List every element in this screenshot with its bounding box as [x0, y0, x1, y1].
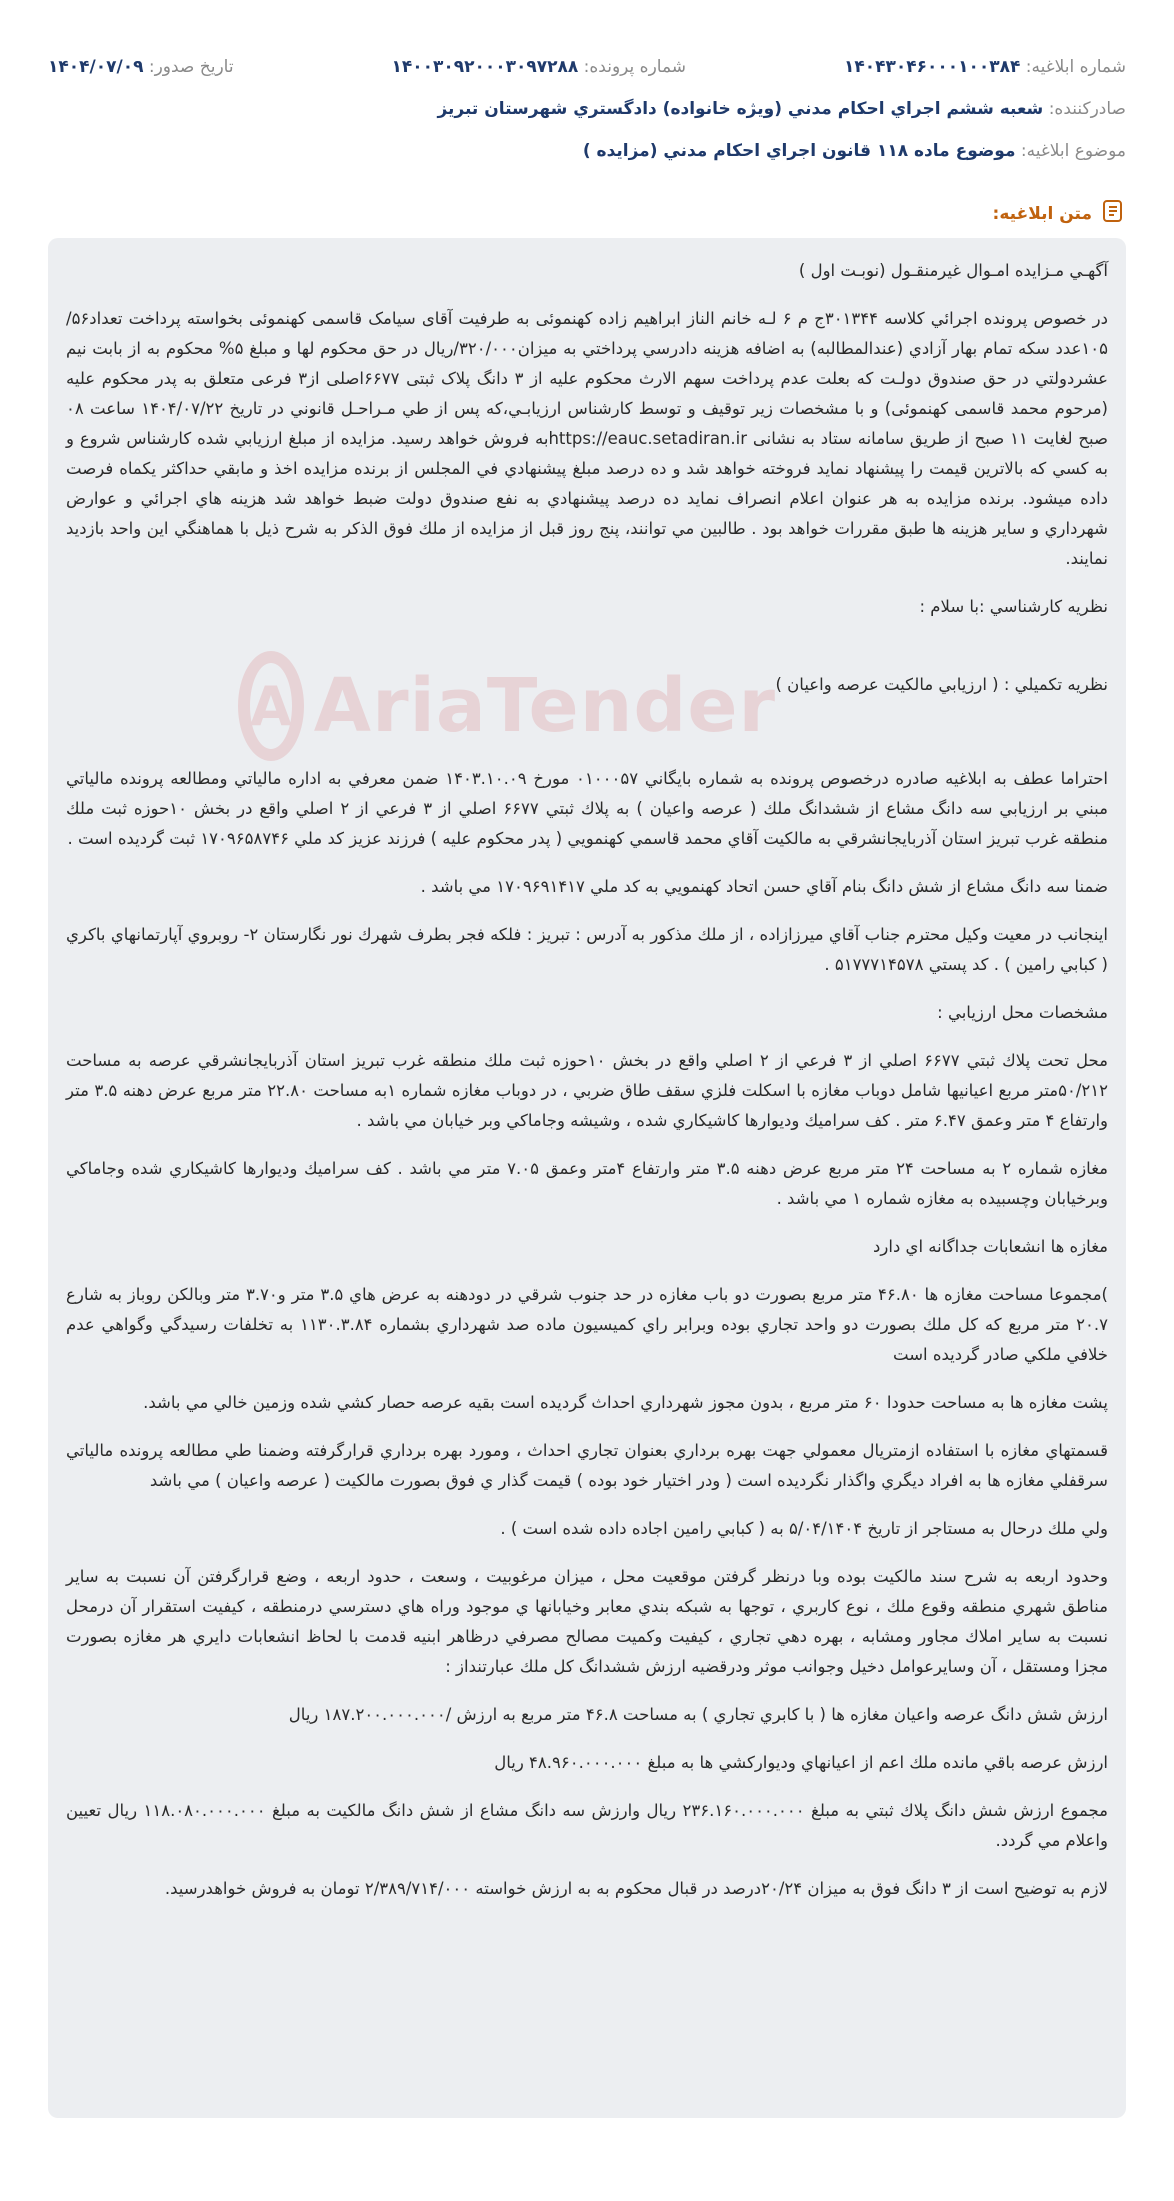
notice-content	[48, 238, 1126, 2118]
subject-value: موضوع ماده ۱۱۸ قانون اجراي احكام مدني (مزايده )	[582, 141, 1016, 161]
subject-row	[48, 138, 1126, 164]
shop-1-paragraph: محل تحت پلاك ثبتي ۶۶۷۷ اصلي از ۳ فرعي از ۲ اصلي واقع در بخش ۱۰حوزه ثبت ملك منطقه غرب تبريز استان آذربايجانشرقي عرصه به مساحت ۵۰/۲۱۲متر مربع اعيانيها شامل دوباب مغازه با اسكلت فلزي سقف طاق ضربي ، در دوباب مغازه شماره ۱به مساحت ۲۲.۸۰ متر مربع عرض دهنه ۳.۵ متر وارتفاع ۴ متر وعمق ۶.۴۷ متر . كف سراميك وديوارها كاشيكاري شده ، وشيشه وجاماكي وبر خيابان مي باشد .	[66, 1051, 1109, 1130]
shop-2-paragraph: مغازه شماره ۲ به مساحت ۲۴ متر مربع عرض دهنه ۳.۵ متر وارتفاع ۴متر وعمق ۷.۰۵ متر مي باشد . كف سراميك وديوارها كاشيكاري شده وجاماكي وبرخيابان وچسبيده به مغازه شماره ۱ مي باشد .	[66, 1159, 1108, 1208]
shops-value-paragraph: ارزش شش دانگ عرصه واعيان مغازه ها ( با كابري تجاري ) به مساحت ۴۶.۸ متر مربع به ارزش /۱۸۷.۲۰۰.۰۰۰.۰۰۰ ريال	[288, 1705, 1108, 1724]
valuation-factors-paragraph: وحدود اربعه به شرح سند مالكيت بوده وبا درنظر گرفتن موقعيت محل ، ميزان مرغوبيت ، وسعت ، حدود اربعه ، وضع قرارگرفتن آن نسبت به ساير مناطق شهري منطقه وقوع ملك ، نوع كاربري ، توجها به شبكه بندي معابر وخيابانها ي موجود وراه هاي دسترسي درمنطقه ، كيفيت استقرار آن درمحل نسبت به ساير املاك مجاور ومشابه ، بهره دهي تجاري ، كيفيت وكميت مصالح مصرفي درظاهر ابنيه قدمت با لحاظ انشعابات دايري هر مغازه بصورت مجزا ومستقل ، آن وسايرعوامل دخيل وجوانب موثر ودرقضيه ارزش ششدانگ كل ملك عبارتنداز :	[66, 1567, 1108, 1676]
usage-paragraph: قسمتهاي مغازه با استفاده ازمتريال معمولي جهت بهره برداري بعنوان تجاري احداث ، ومورد بهره برداري قرارگرفته وضمنا طي مطالعه پرونده مالياتي سرقفلي مغازه ها به افراد ديگري واگذار نگرديده است ( ودر اختيار خود بوده ) قيمت گذار ي فوق بصورت مالكيت ( عرصه واعيان ) مي باشد	[66, 1441, 1108, 1490]
issue-date-value: ۱۴۰۴/۰۷/۰۹	[48, 57, 144, 77]
remaining-land-value-paragraph: ارزش عرصه باقي مانده ملك اعم از اعيانهاي وديواركشي ها به مبلغ ۴۸.۹۶۰.۰۰۰.۰۰۰ ريال	[494, 1753, 1108, 1772]
utilities-paragraph: مغازه ها انشعابات جداگانه اي دارد	[873, 1237, 1108, 1256]
watermark-text: AriaTender	[313, 663, 777, 749]
reference-paragraph: احتراما عطف به ابلاغيه صادره درخصوص پرونده به شماره بايگاني ۰۱۰۰۰۵۷ مورخ ۱۴۰۳.۱۰.۰۹ ضمن معرفي به اداره مالياتي ومطالعه پرونده مالياتي مبني بر ارزيابي سه دانگ مشاع از ششدانگ ملك ( عرصه واعيان ) به پلاك ثبتي ۶۶۷۷ اصلي از ۳ فرعي از ۲ اصلي واقع در بخش ۱۰حوزه ثبت ملك منطقه غرب تبريز استان آذربايجانشرقي به مالكيت آقاي محمد قاسمي كهنمويي ( پدر محكوم عليه ) فرزند عزيز كد ملي ۱۷۰۹۶۵۸۷۴۶ ثبت گرديده است .	[66, 769, 1108, 848]
lease-paragraph: ولي ملك درحال به مستاجر از تاريخ ۵/۰۴/۱۴۰۴ به ( كبابي رامين اجاده داده شده است ) .	[500, 1519, 1108, 1538]
issuer-row	[48, 96, 1126, 122]
case-number-value: ۱۴۰۰۳۰۹۲۰۰۰۳۰۹۷۲۸۸	[391, 57, 579, 77]
address-paragraph: اينجانب در معيت وكيل محترم جناب آقاي ميرزازاده ، از ملك مذكور به آدرس : تبريز : فلكه فجر بطرف شهرك نور نگارستان ۲- روبروي آپارتمانهاي باكري ( كبابي رامين ) . كد پستي ۵۱۷۷۷۱۴۵۷۸ .	[66, 925, 1108, 974]
issue-date-label: تاریخ صدور:	[148, 57, 234, 77]
auction-intro-paragraph: در خصوص پرونده اجرائي كلاسه ۳۰۱۳۴۴ج م ۶ لـه خانم الناز ابراهیم زاده کهنموئی به طرفيت آقای سیامک قاسمی کهنموئی بخواسته پرداخت تعداد۵۶/ ۱۰۵عدد سکه تمام بهار آزادي (عندالمطالبه) به اضافه هزينه دادرسي پرداختي به ميزان۳۲۰/۰۰۰/ريال در حق محكوم لها و مبلغ ۵% محكوم به از بابت نيم عشردولتي در حق صندوق دولـت که بعلت عدم پرداخت سهم الارث محکوم علیه از ۳ دانگ پلاک ثبتی ۶۶۷۷اصلی از۳ فرعی متعلق به پدر محکوم علیه (مرحوم محمد قاسمی کهنموئی) و با مشخصات زير توقيف و توسط كارشناس ارزيابـي،كه پس از طي مـراحـل قانوني در تاريخ ۱۴۰۴/۰۷/۲۲ ساعت ۰۸ صبح لغایت ۱۱ صبح از طریق سامانه ستاد به نشانی https://eauc.setadiran.irبه فروش خواهد رسيد. مزايده از مبلغ ارزيابي شده كارشناس شروع و به كسي كه بالاترين قيمت را پيشنهاد نمايد فروخته خواهد شد و ده درصد مبلغ پيشنهادي في المجلس از برنده مزايده اخذ و مابقي حداكثر يكماه فرصت داده ميشود. برنده مزايده به هر عنوان اعلام انصراف نمايد ده درصد پيشنهادي به نفع صندوق دولت ضبط خواهد شد هزينه هاي اجرائي و عوارض شهرداري و ساير هزينه ها طبق مقررات خواهد بود . طالبين مي توانند، پنج روز قبل از مزايده از ملك فوق الذكر به شرح ذيل با هماهنگي اين واحد بازديد نمايند.	[66, 309, 1109, 568]
auction-heading: آگهـي مـزايده امـوال غيرمنقـول (نوبـت اول )	[798, 261, 1108, 280]
notice-number	[844, 54, 1126, 80]
subject-label: موضوع ابلاغیه:	[1020, 141, 1126, 161]
total-value-paragraph: مجموع ارزش شش دانگ پلاك ثبتي به مبلغ ۲۳۶.۱۶۰.۰۰۰.۰۰۰ ريال وارزش سه دانگ مشاع از شش دانگ مالكيت به مبلغ ۱۱۸.۰۸۰.۰۰۰.۰۰۰ ريال تعيين واعلام مي گردد.	[66, 1801, 1109, 1850]
notice-text-heading	[993, 198, 1126, 229]
rear-area-paragraph: پشت مغازه ها به مساحت حدودا ۶۰ متر مربع ، بدون مجوز شهرداري احداث گرديده است بقيه عرصه حصار كشي شده وزمين خالي مي باشد.	[143, 1393, 1108, 1412]
property-specs-heading: مشخصات محل ارزيابي :	[937, 1003, 1108, 1022]
document-list-icon	[1100, 198, 1126, 229]
supplementary-opinion-heading: نظريه تكميلي : ( ارزيابي مالكيت عرصه واعيان )	[775, 675, 1108, 694]
notice-number-value: ۱۴۰۴۳۰۴۶۰۰۰۱۰۰۳۸۴	[843, 57, 1021, 77]
notice-text-title: متن ابلاغیه:	[992, 203, 1092, 224]
co-owner-paragraph: ضمنا سه دانگ مشاع از شش دانگ بنام آقاي حسن اتحاد كهنمويي به كد ملي ۱۷۰۹۶۹۱۴۱۷ مي باشد .	[420, 877, 1108, 896]
case-number	[391, 54, 686, 80]
watermark	[238, 646, 777, 766]
issuer-value: شعبه ششم اجراي احكام مدني (ويژه خانواده) دادگستري شهرستان تبريز	[437, 99, 1044, 119]
issuer-label: صادرکننده:	[1048, 99, 1126, 119]
sale-share-paragraph: لازم به توضيح است از ۳ دانگ فوق به میزان ۲۰/۲۴درصد در قبال محکوم به به ارزش خواسته ۲/۳۸۹/۷۱۴/۰۰۰ تومان به فروش خواهدرسید.	[164, 1879, 1108, 1898]
header-meta-row	[48, 54, 1126, 80]
expert-opinion-heading: نظريه كارشناسي :با سلام :	[919, 597, 1108, 616]
issue-date	[48, 54, 234, 80]
case-number-label: شماره پرونده:	[583, 57, 687, 77]
aria-logo-icon: A	[238, 651, 304, 761]
total-area-paragraph: )مجموعا مساحت مغازه ها ۴۶.۸۰ متر مربع بصورت دو باب مغازه در حد جنوب شرقي در دودهنه به عرض هاي ۳.۵ متر و۳.۷۰ متر وبالكن روباز به شارع ۲۰.۷ متر مربع كه كل ملك بصورت دو واحد تجاري بوده وبرابر راي كميسيون ماده صد شهرداري بشماره ۱۱۳۰.۳.۸۴ به تخلفات رسيدگي وگواهي عدم خلافي ملكي صادر گرديده است	[66, 1285, 1108, 1364]
notice-number-label: شماره ابلاغیه:	[1025, 57, 1126, 77]
